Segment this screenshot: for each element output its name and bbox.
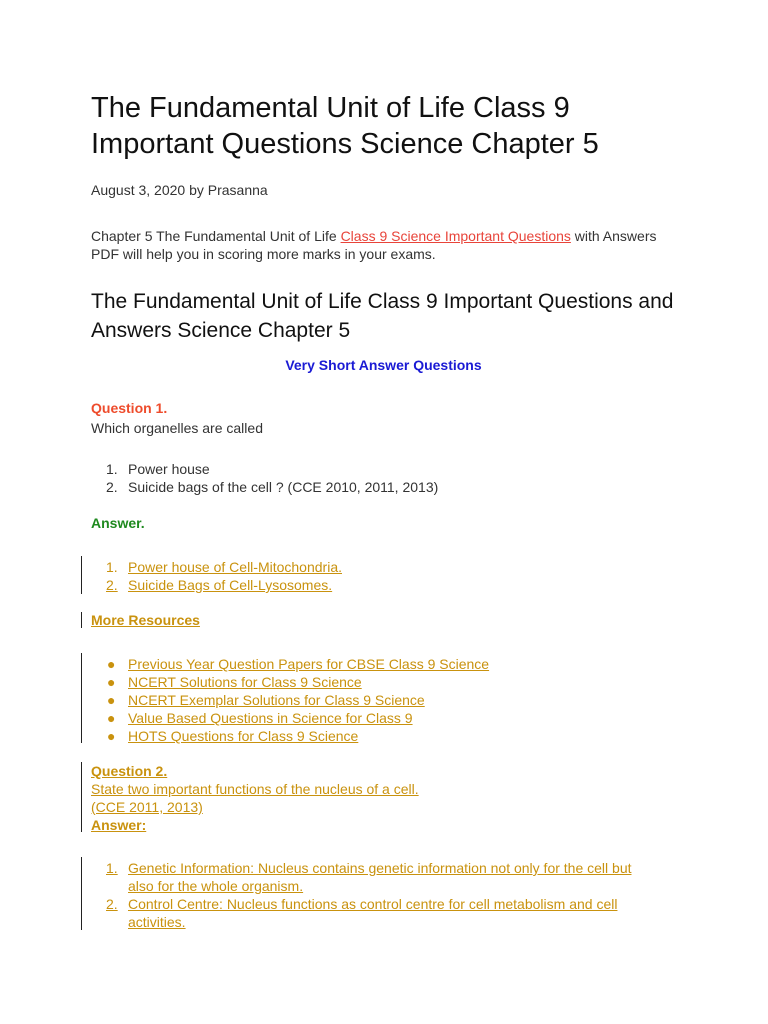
list-item: [91, 859, 691, 895]
post-meta: August 3, 2020 by Prasanna: [91, 182, 268, 198]
list-number: 1.: [106, 461, 118, 477]
intro-paragraph: [91, 227, 661, 263]
list-item-text: Suicide bags of the cell ? (CCE 2010, 2011, 2013): [128, 479, 439, 495]
list-item: [91, 673, 489, 691]
page-title: The Fundamental Unit of Life Class 9 Important Questions Science Chapter 5: [91, 92, 599, 160]
bullet-icon: ●: [107, 692, 116, 708]
list-number: 2.: [106, 577, 118, 593]
bullet-icon: ●: [107, 710, 116, 726]
question-2-block: [91, 762, 681, 834]
section-heading: The Fundamental Unit of Life Class 9 Important Questions and Answers Science Chapter 5: [91, 290, 674, 342]
quote-bar: [81, 556, 82, 594]
resource-link[interactable]: NCERT Exemplar Solutions for Class 9 Science: [128, 692, 425, 708]
answer-link-control-centre[interactable]: [128, 896, 617, 930]
list-item: [91, 727, 489, 745]
answer-line: Control Centre: Nucleus functions as control centre for cell metabolism and cell: [128, 896, 618, 912]
answer-line: also for the whole organism.: [128, 878, 304, 894]
answer-link-lysosomes[interactable]: Suicide Bags of Cell-Lysosomes.: [128, 577, 333, 593]
list-item-text: Power house: [128, 461, 210, 477]
intro-text-after: with Answers PDF will help you in scoring more marks in your exams.: [91, 228, 657, 262]
list-item: [91, 895, 691, 931]
resource-link[interactable]: NCERT Solutions for Class 9 Science: [128, 674, 362, 690]
bullet-icon: ●: [107, 728, 116, 744]
answer-1-label: Answer.: [91, 515, 145, 531]
answer-link-genetic-information[interactable]: [128, 860, 632, 894]
question-2-label[interactable]: Question 2.: [91, 763, 168, 779]
list-item: [91, 709, 489, 727]
quote-bar: [81, 612, 82, 628]
quote-bar: [81, 653, 82, 743]
quote-bar: [81, 857, 82, 930]
list-item: [91, 655, 489, 673]
question-1-label: Question 1.: [91, 400, 168, 416]
resource-link[interactable]: HOTS Questions for Class 9 Science: [128, 728, 359, 744]
resource-link[interactable]: Value Based Questions in Science for Class 9: [128, 710, 413, 726]
intro-text-before: Chapter 5 The Fundamental Unit of Life: [91, 228, 341, 244]
question-1-text: Which organelles are called: [91, 420, 263, 436]
bullet-icon: ●: [107, 656, 116, 672]
question-2-text[interactable]: State two important functions of the nucleus of a cell.: [91, 781, 419, 797]
answer-link-mitochondria[interactable]: Power house of Cell-Mitochondria.: [128, 559, 342, 575]
answer-1-list: [91, 558, 342, 594]
answer-2-list: [91, 859, 691, 931]
question-1-options: [91, 460, 438, 496]
list-item: [91, 691, 489, 709]
bullet-icon: ●: [107, 674, 116, 690]
list-number: 2.: [106, 896, 118, 912]
more-resources-link[interactable]: More Resources: [91, 612, 200, 628]
list-item: [91, 460, 438, 478]
list-item: [91, 576, 342, 594]
list-number: 1.: [106, 860, 118, 876]
list-item: [91, 478, 438, 496]
class9-questions-link[interactable]: Class 9 Science Important Questions: [340, 228, 571, 244]
very-short-answer-heading: Very Short Answer Questions: [285, 357, 482, 373]
resource-link[interactable]: Previous Year Question Papers for CBSE Class 9 Science: [128, 656, 490, 672]
answer-line: activities.: [128, 914, 186, 930]
quote-bar: [81, 762, 82, 832]
resources-list: [91, 655, 489, 745]
list-item: [91, 558, 342, 576]
list-number: 2.: [106, 479, 118, 495]
answer-2-label[interactable]: Answer:: [91, 817, 147, 833]
question-2-ref[interactable]: (CCE 2011, 2013): [91, 799, 203, 815]
list-number: 1.: [106, 559, 118, 575]
answer-line: Genetic Information: Nucleus contains genetic information not only for the cell but: [128, 860, 632, 876]
